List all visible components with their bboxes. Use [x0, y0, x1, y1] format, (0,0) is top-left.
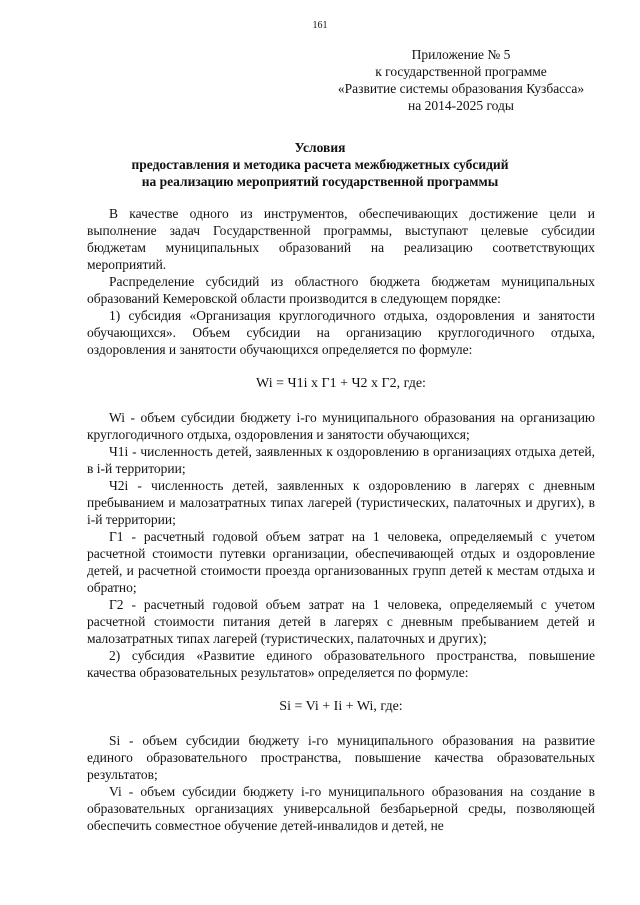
paragraph-subsidy-1: 1) субсидия «Организация круглогодичного отдыха, оздоровления и занятости обучающихся». Объем субсидии на организацию круглогодичного отдыха, оздоровления и занятости обучающихся определяется по формуле: — [87, 308, 595, 357]
definition-g1: Г1 - расчетный годовой объем затрат на 1 человека, определяемый с учетом расчетной стоимости путевки организации, обеспечивающей отдых и оздоровление детей, и расчетной стоимости проезда организованных групп детей к местам отдыха и обратно; — [87, 529, 595, 595]
paragraph-subsidy-2: 2) субсидия «Развитие единого образовательного пространства, повышение качества образовательных результатов» определяется по формуле: — [87, 648, 595, 680]
title-line-1: Условия — [294, 140, 346, 155]
definition-g2: Г2 - расчетный годовой объем затрат на 1 человека, определяемый с учетом расчетной стоимости питания детей в лагерях с дневным пребыванием детей и малозатратных типах лагерей (туристических, палаточных и других); — [87, 597, 595, 646]
document-title — [0, 139, 640, 190]
document-body — [87, 205, 595, 834]
appendix-line-3: «Развитие системы образования Кузбасса» — [337, 81, 585, 96]
title-line-3: на реализацию мероприятий государственной программы — [141, 174, 499, 189]
title-line-2: предоставления и методика расчета межбюджетных субсидий — [131, 157, 509, 172]
definition-vi: Vi - объем субсидии бюджету i-го муниципального образования на создание в образовательных организациях универсальной безбарьерной среды, позволяющей обеспечить совместное обучение детей-инвалидов и детей, не — [87, 784, 595, 833]
definition-si: Si - объем субсидии бюджету i-го муниципального образования на развитие единого образовательного пространства, повышение качества образовательных результатов; — [87, 733, 595, 782]
appendix-line-4: на 2014-2025 годы — [408, 98, 514, 113]
formula-1: Wi = Ч1i х Г1 + Ч2 х Г2, где: — [256, 376, 426, 391]
definition-ch2i: Ч2i - численность детей, заявленных к оздоровлению в лагерях с дневным пребыванием и малозатратных типах лагерей (туристических, палаточных и других), в i-й территории; — [87, 478, 595, 527]
formula-2: Si = Vi + Ii + Wi, где: — [279, 699, 403, 714]
page-number: 161 — [312, 20, 328, 31]
appendix-header — [316, 46, 606, 114]
appendix-line-2: к государственной программе — [375, 64, 547, 79]
paragraph-distribution: Распределение субсидий из областного бюджета бюджетам муниципальных образований Кемеровской области производится в следующем порядке: — [87, 274, 595, 306]
appendix-line-1: Приложение № 5 — [411, 47, 511, 62]
definition-ch1i: Ч1i - численность детей, заявленных к оздоровлению в организациях отдыха детей, в i-й территории; — [87, 444, 595, 476]
paragraph-intro: В качестве одного из инструментов, обеспечивающих достижение цели и выполнение задач Государственной программы, выступают целевые субсидии бюджетам муниципальных образований на реализацию соответствующих мероприятий. — [87, 206, 595, 272]
definition-wi: Wi - объем субсидии бюджету i-го муниципального образования на организацию круглогодичного отдыха, оздоровления и занятости обучающихся; — [87, 410, 595, 442]
